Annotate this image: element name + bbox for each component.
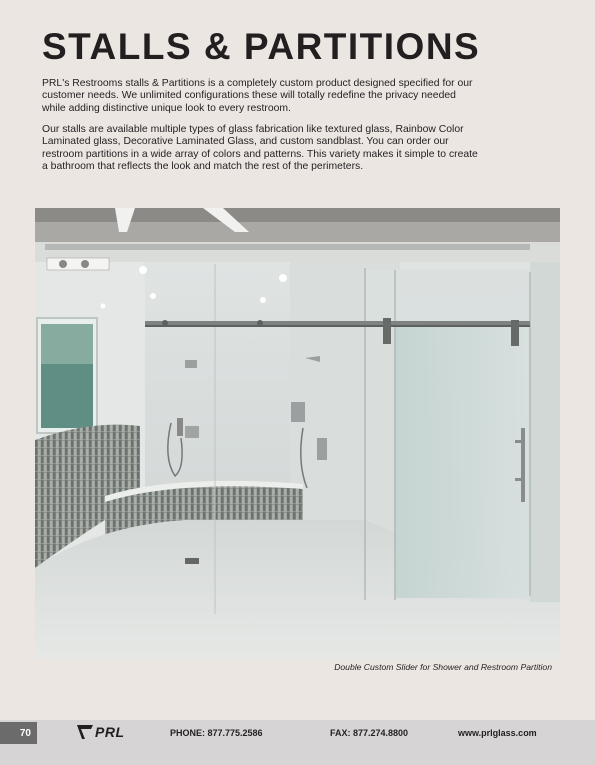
footer-fax: FAX: 877.274.8800 bbox=[330, 728, 409, 738]
footer-phone: PHONE: 877.775.2586 bbox=[170, 728, 263, 738]
photo-caption: Double Custom Slider for Shower and Restroom Partition bbox=[334, 662, 552, 672]
footer-website[interactable]: www.prlglass.com bbox=[458, 728, 537, 738]
prl-logo bbox=[77, 724, 125, 740]
page-number: 70 bbox=[0, 722, 37, 744]
prl-logo-mark-icon bbox=[77, 725, 93, 739]
glass-types-paragraph: Our stalls are available multiple types of glass fabrication like textured glass, Rainbow Color Laminated glass, Decorative Laminated Glass, and custom sandblast. You can order our restroom partitions in a wide array of colors and patterns. This variety makes it simple to create a bathroom that reflects the look and match the rest of the perimeters. bbox=[42, 124, 478, 173]
page-title: STALLS & PARTITIONS bbox=[42, 26, 481, 67]
logo-text: PRL bbox=[95, 724, 125, 740]
intro-paragraph: PRL's Restrooms stalls & Partitions is a completely custom product designed specified for our customer needs. We unlimited configurations these will totally redefine the privacy needed while adding distinctive unique look to every restroom. bbox=[42, 78, 473, 114]
shower-partition-photo bbox=[35, 208, 560, 659]
